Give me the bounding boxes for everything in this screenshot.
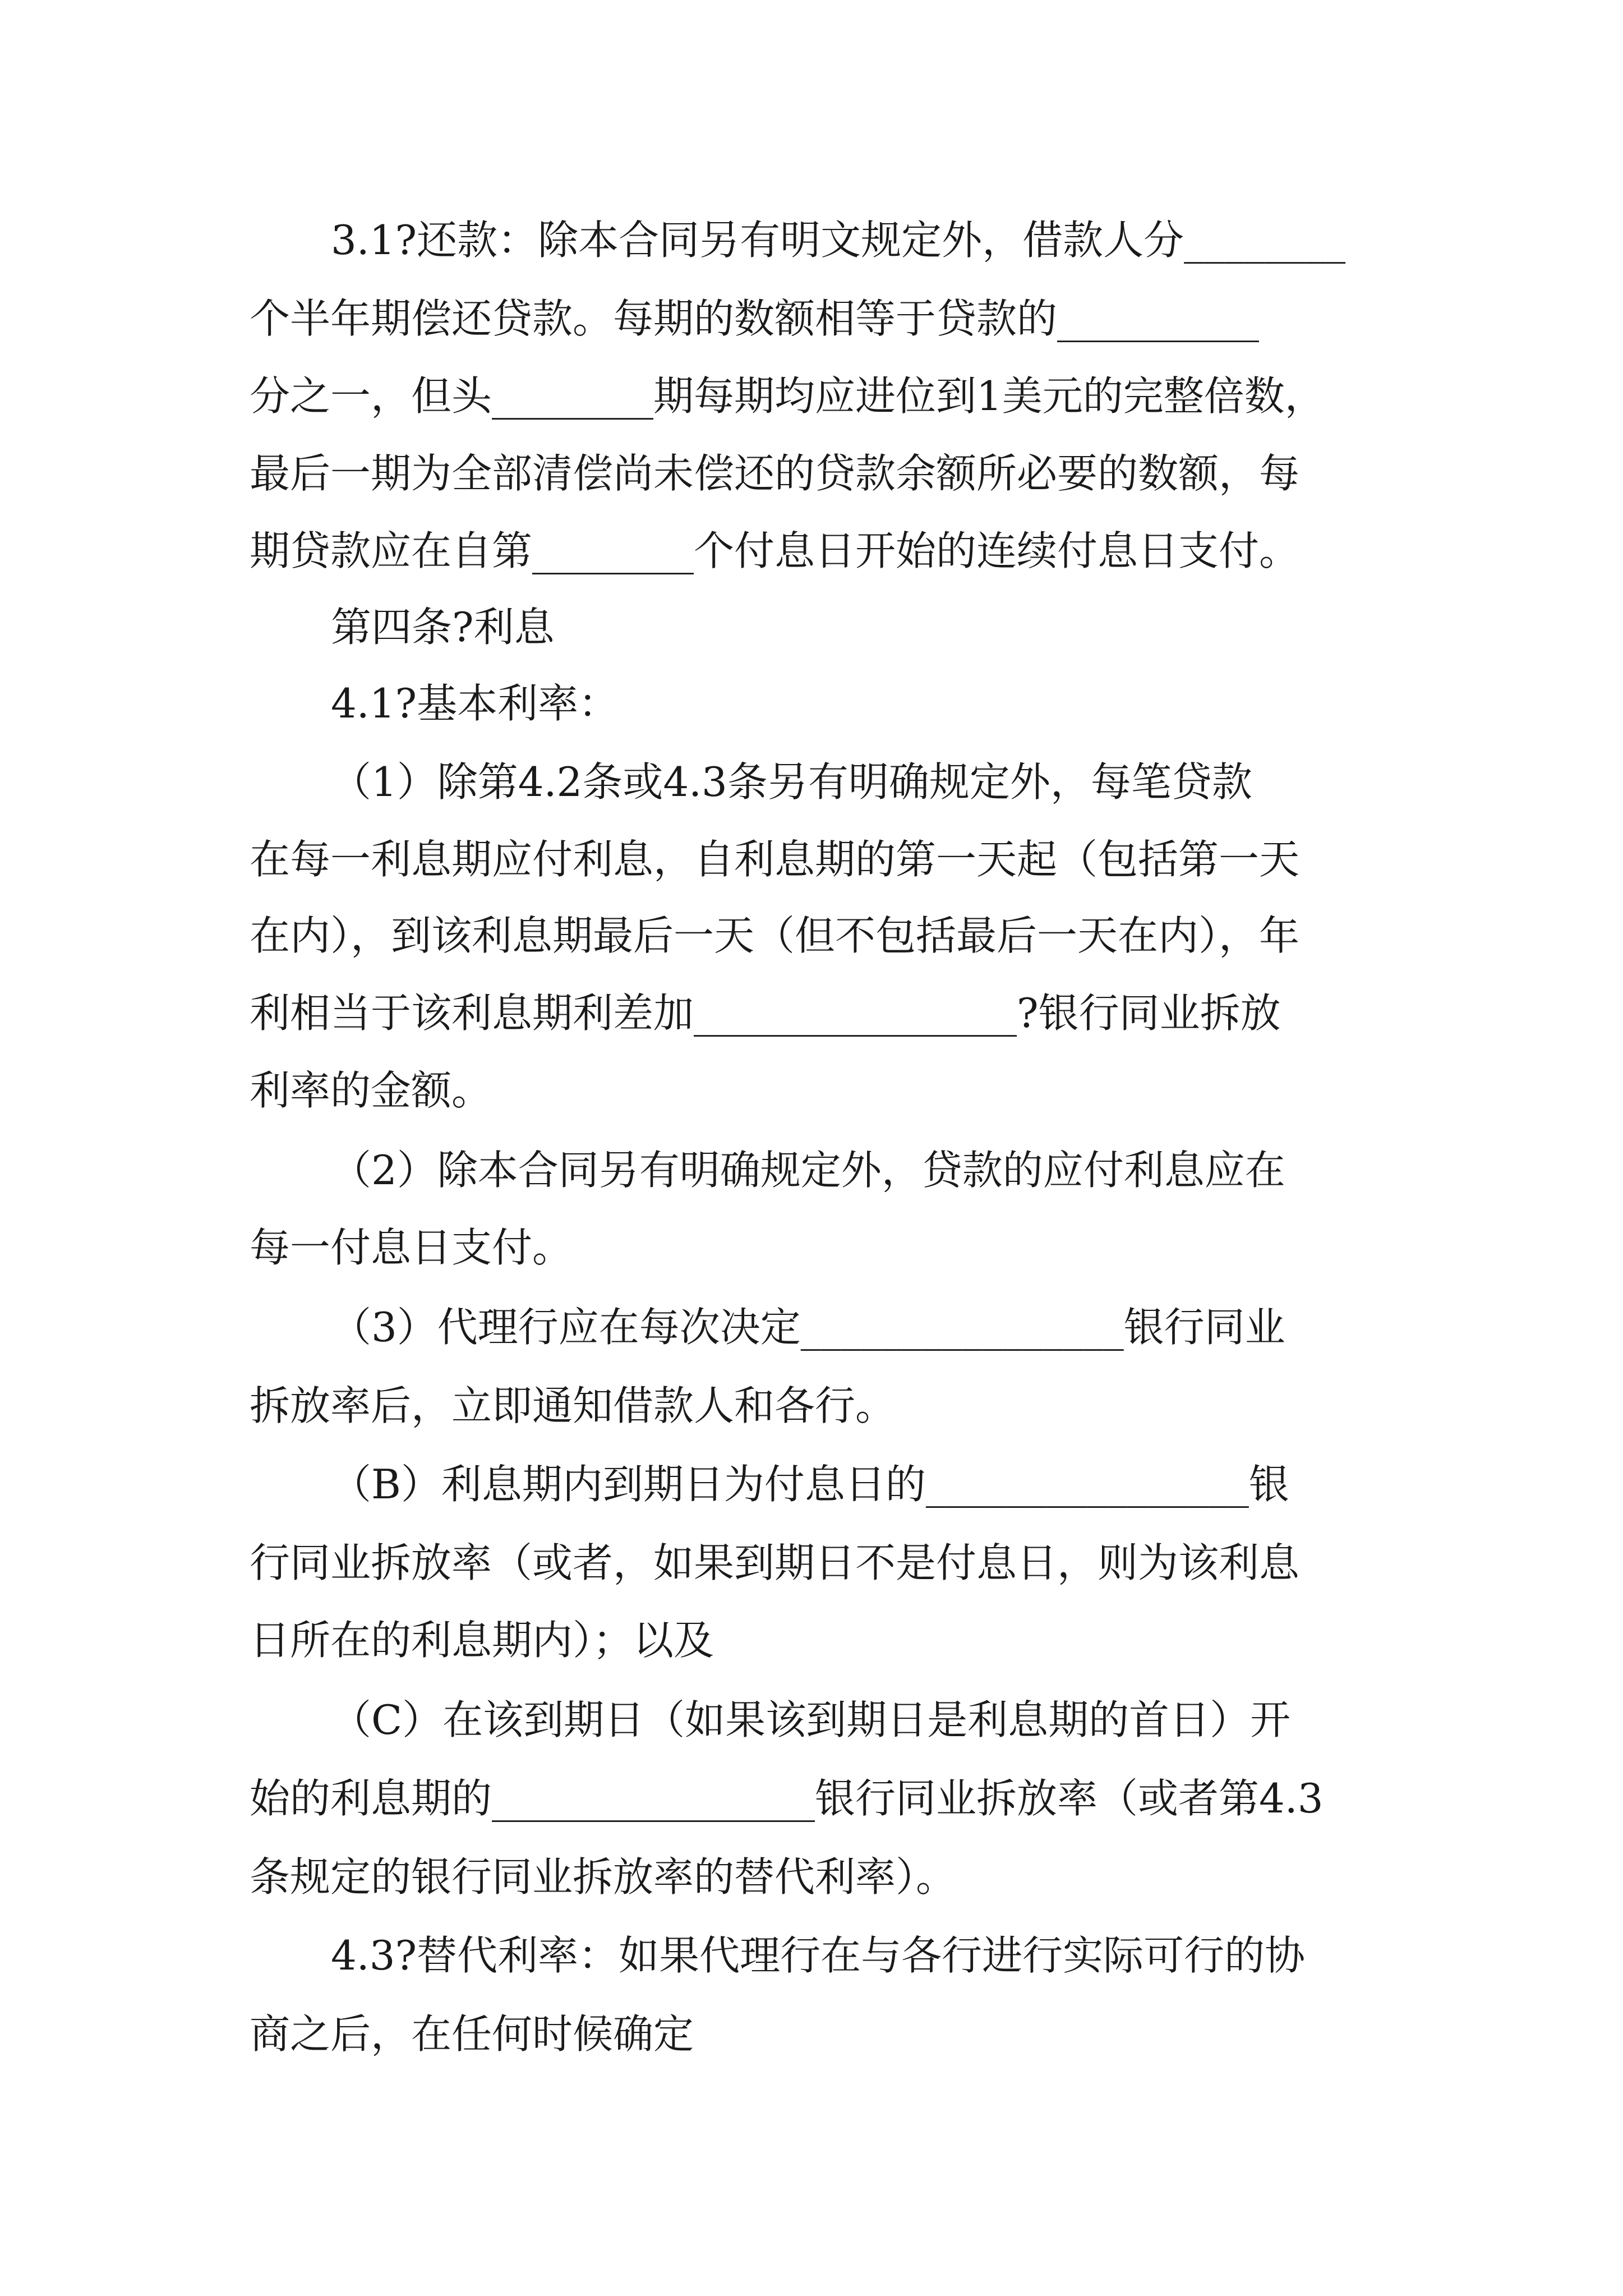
text-line: 最后一期为全部清偿尚未偿还的贷款余额所必要的数额，每 — [250, 450, 1300, 497]
text-line: 4.1?基本利率： — [331, 680, 619, 727]
text-line: 始的利息期的________________银行同业拆放率（或者第4.3 — [250, 1775, 1324, 1822]
section-heading: 第四条?利息 — [331, 604, 555, 651]
text-line: 利相当于该利息期利差加________________?银行同业拆放 — [250, 990, 1281, 1037]
text-line: （C）在该到期日（如果该到期日是利息期的首日）开 — [331, 1696, 1291, 1743]
text-line: 每一付息日支付。 — [250, 1224, 573, 1271]
text-line: 期贷款应在自第________个付息日开始的连续付息日支付。 — [250, 527, 1300, 574]
text-line: （B）利息期内到期日为付息日的________________银 — [331, 1461, 1289, 1508]
text-line: 分之一，但头________期每期均应进位到1美元的完整倍数， — [250, 372, 1325, 420]
text-line: 商之后，在任何时候确定 — [250, 2010, 694, 2058]
text-line: 利率的金额。 — [250, 1067, 492, 1114]
text-line: 个半年期偿还贷款。每期的数额相等于贷款的__________ — [250, 295, 1260, 342]
text-line: 日所在的利息期内）；以及 — [250, 1617, 714, 1664]
text-line: 条规定的银行同业拆放率的替代利率）。 — [250, 1853, 957, 1901]
text-line: （1）除第4.2条或4.3条另有明确规定外，每笔贷款 — [331, 758, 1252, 806]
text-line: 行同业拆放率（或者，如果到期日不是付息日，则为该利息 — [250, 1539, 1300, 1586]
text-line: 在内），到该利息期最后一天（但不包括最后一天在内），年 — [250, 912, 1300, 959]
text-line: 在每一利息期应付利息，自利息期的第一天起（包括第一天 — [250, 836, 1300, 883]
text-line: （3）代理行应在每次决定________________银行同业 — [331, 1304, 1285, 1351]
text-line: 3.1?还款：除本合同另有明文规定外，借款人分________ — [331, 217, 1346, 264]
text-line: （2）除本合同另有明确规定外，贷款的应付利息应在 — [331, 1147, 1285, 1194]
text-line: 4.3?替代利率：如果代理行在与各行进行实际可行的协 — [331, 1932, 1306, 1979]
text-line: 拆放率后，立即通知借款人和各行。 — [250, 1382, 896, 1429]
